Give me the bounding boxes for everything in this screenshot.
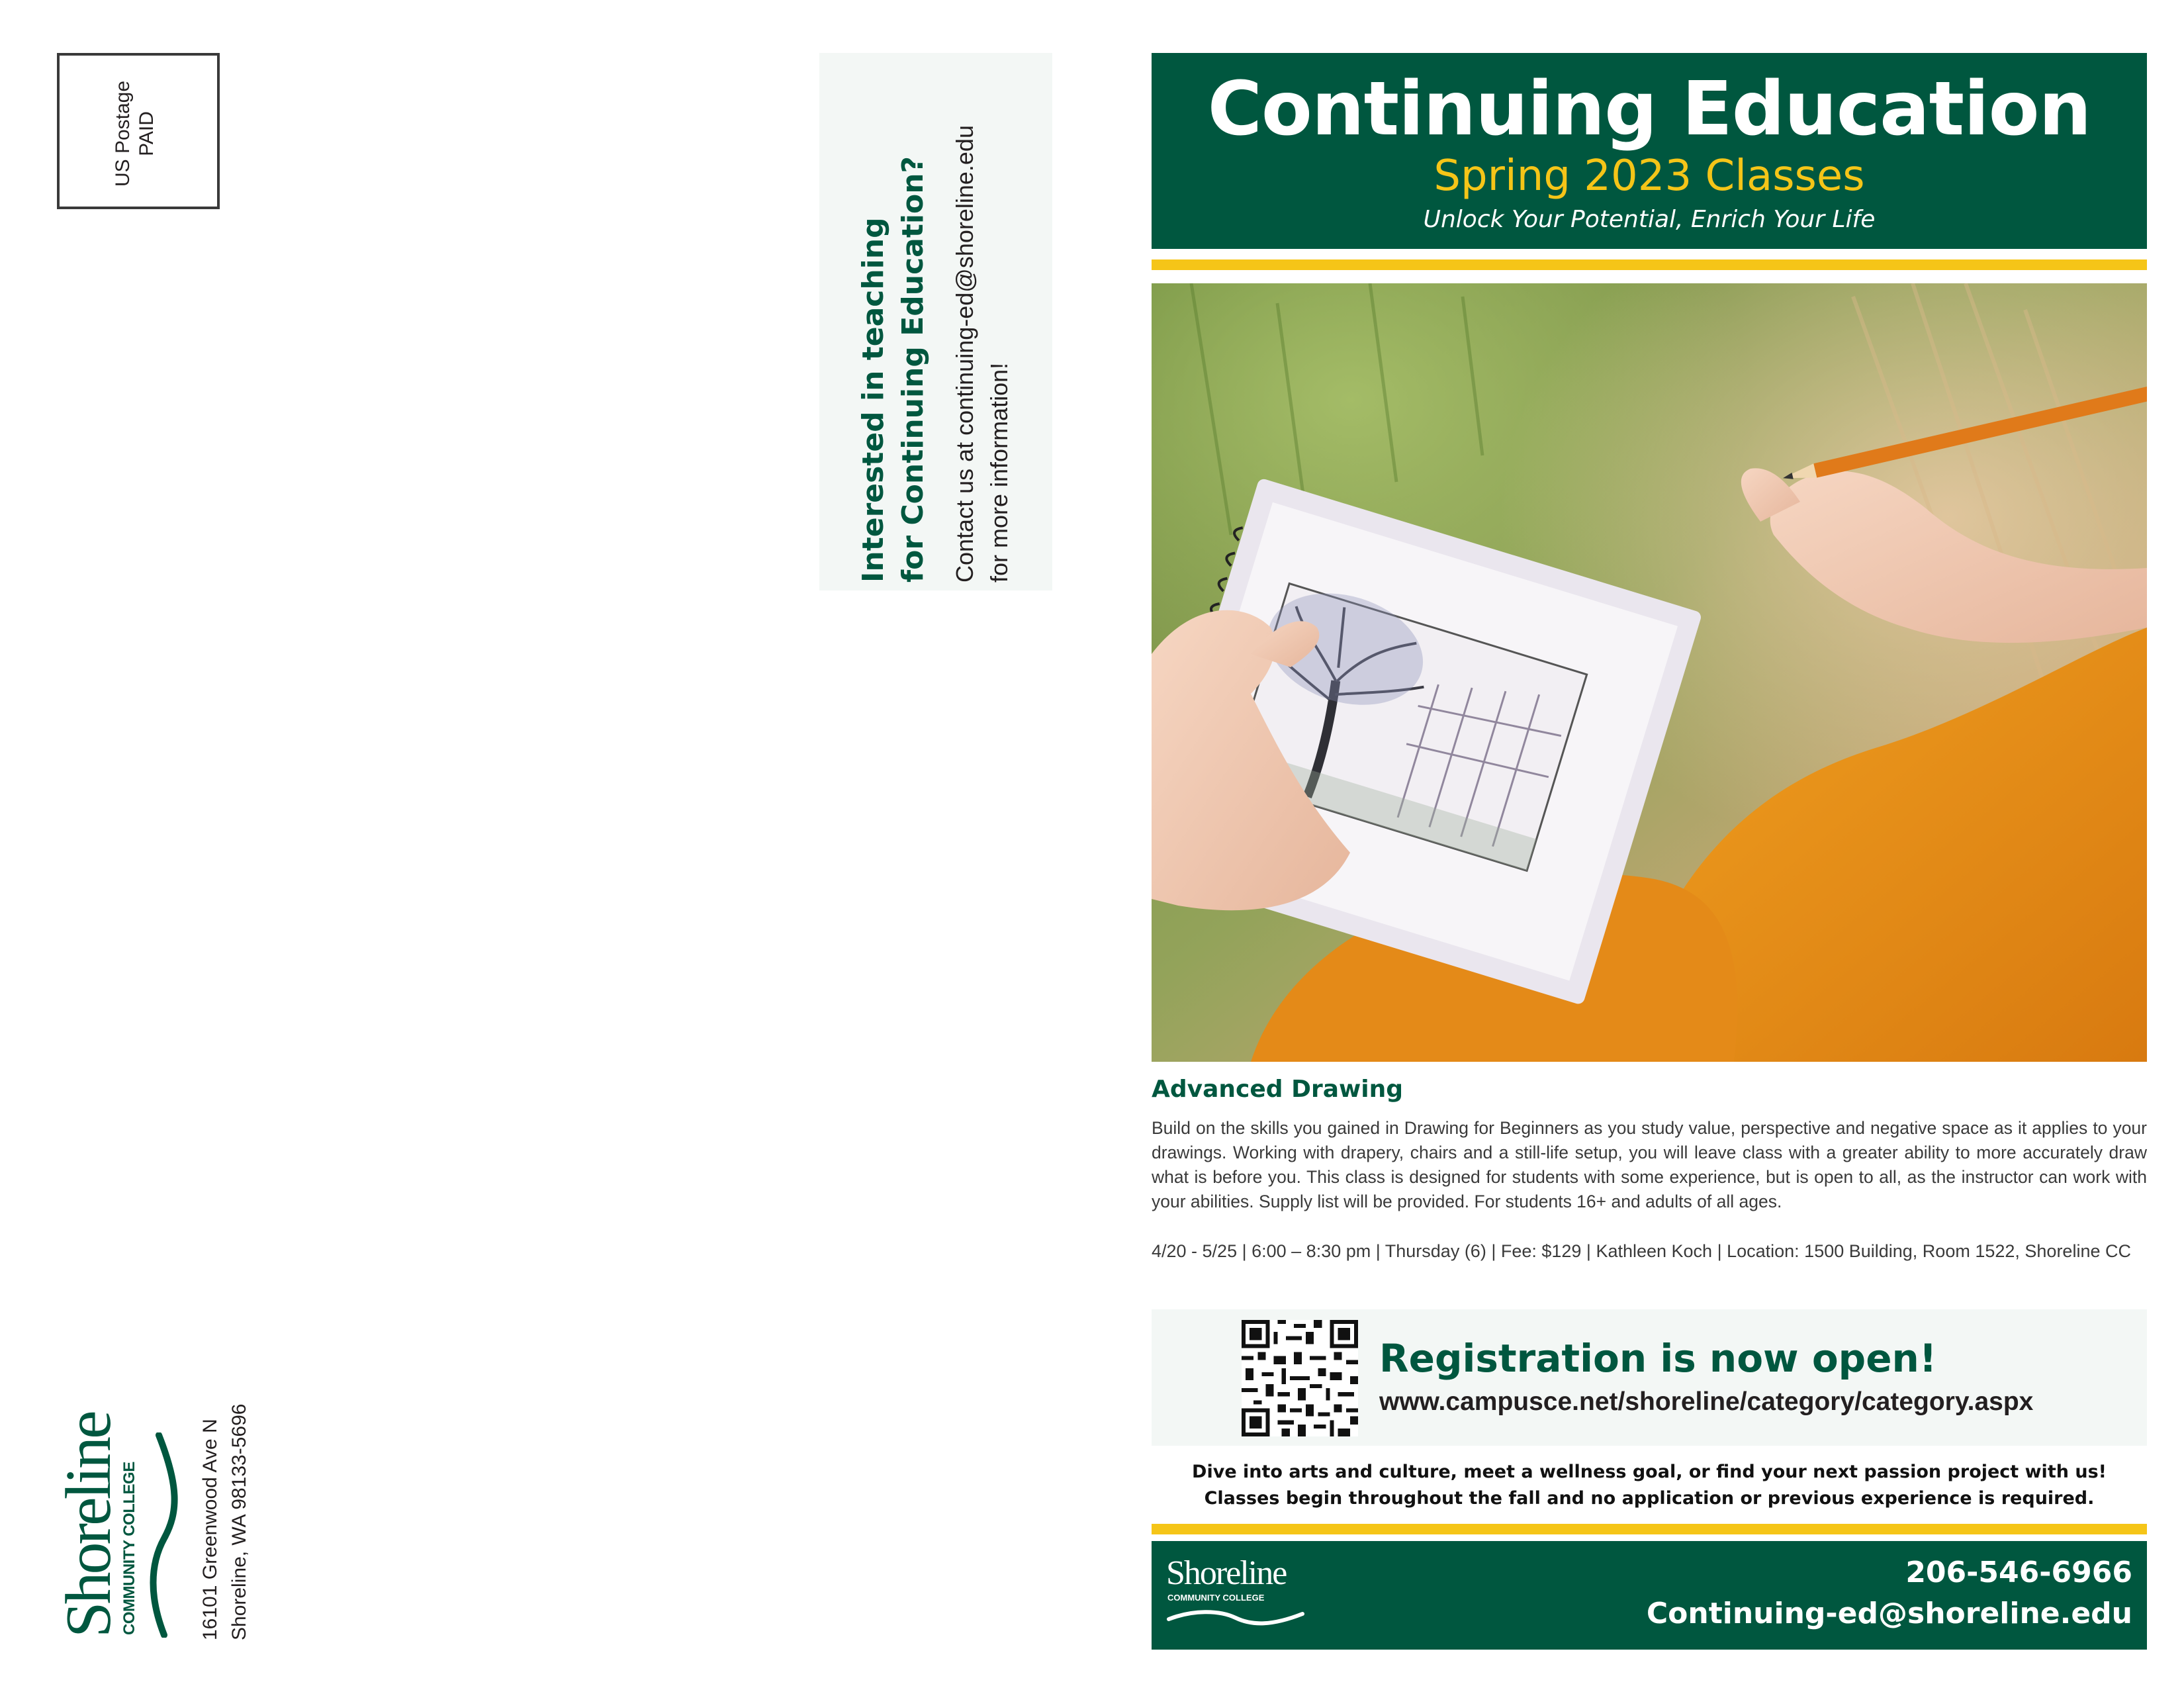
contact-phone[interactable]: 206-546-6966 <box>1905 1556 2132 1589</box>
class-title: Advanced Drawing <box>1152 1076 1404 1103</box>
qr-code-icon[interactable] <box>1242 1320 1358 1436</box>
postage-line-1: US Postage <box>112 80 134 187</box>
tagline: Unlock Your Potential, Enrich Your Life <box>1423 206 1876 233</box>
gold-divider-top <box>1152 259 2147 270</box>
registration-heading: Registration is now open! <box>1379 1336 1937 1381</box>
shoreline-logo-mailer <box>53 1413 183 1638</box>
wave-icon <box>147 1432 180 1638</box>
logo-wordmark: Shoreline <box>53 1413 124 1638</box>
teaching-callout-text <box>854 125 1017 583</box>
return-address-line-1: 16101 Greenwood Ave N <box>199 1419 221 1640</box>
promo-line-2: Classes begin throughout the fall and no application or previous experience is required. <box>1204 1488 2095 1509</box>
logo-subtitle: COMMUNITY COLLEGE <box>120 1462 138 1635</box>
footer-logo-subtitle: COMMUNITY COLLEGE <box>1167 1593 1265 1603</box>
postage-text-block <box>111 74 159 193</box>
teaching-body-line-2: for more information! <box>985 362 1013 583</box>
postage-line-2: PAID <box>136 111 158 156</box>
class-details: 4/20 - 5/25 | 6:00 – 8:30 pm | Thursday (6) | Fee: $129 | Kathleen Koch | Location: 1500 Building, Room 1522, Shoreline CC <box>1152 1241 2131 1261</box>
promo-line-1: Dive into arts and culture, meet a wellness goal, or find your next passion project with us! <box>1192 1462 2107 1482</box>
teaching-heading-line-1: Interested in teaching <box>856 217 890 583</box>
drawing-photo <box>1152 283 2147 1062</box>
shoreline-logo-footer <box>1166 1556 1318 1635</box>
contact-email[interactable]: Continuing-ed@shoreline.edu <box>1646 1597 2132 1630</box>
page-title: Continuing Education <box>1207 66 2091 152</box>
footer-logo-wordmark: Shoreline <box>1166 1554 1287 1592</box>
gold-divider-bottom <box>1152 1524 2147 1534</box>
teaching-heading-line-2: for Continuing Education? <box>896 156 930 583</box>
page-subtitle: Spring 2023 Classes <box>1433 152 1865 201</box>
teaching-body-line-1: Contact us at continuing-ed@shoreline.edu <box>951 125 978 583</box>
footer-wave-icon <box>1166 1607 1305 1627</box>
return-address-line-2: Shoreline, WA 98133-5696 <box>228 1403 250 1640</box>
footer-bar <box>1152 1541 2147 1650</box>
cover-header <box>1152 53 2147 249</box>
return-address <box>196 1404 254 1640</box>
class-description: Build on the skills you gained in Drawing for Beginners as you study value, perspective and negative space as it applies to your drawings. Working with drapery, chairs and a still-life setup, you will leave class with a greater ability to more accurately draw what is before you. This class is designed for students with some experience, but is open to all, as the instructor can work with your abilities. Supply list will be provided. For students 16+ and adults of all ages. <box>1152 1118 2147 1211</box>
promo-text <box>1152 1459 2147 1512</box>
registration-link[interactable]: www.campusce.net/shoreline/category/category.aspx <box>1379 1387 2034 1416</box>
